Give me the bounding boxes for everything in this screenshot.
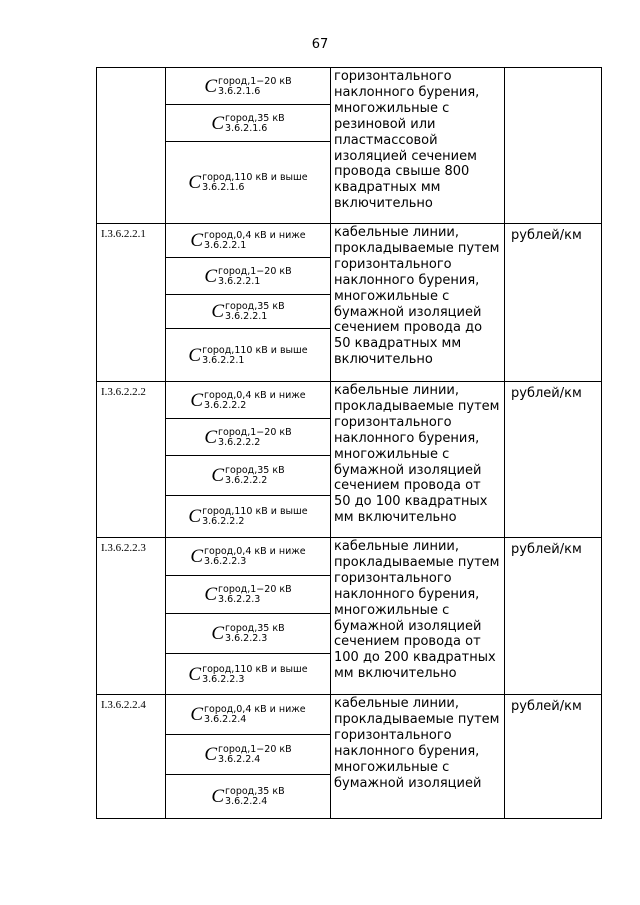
unit-cell: рублей/км [505, 382, 602, 538]
formula-subscript: 3.6.2.2.1 [204, 240, 247, 251]
rate-formula [211, 465, 284, 486]
formula-cell [166, 68, 331, 224]
rate-formula [211, 623, 284, 644]
formula-subscript: 3.6.2.2.2 [225, 475, 268, 486]
formula-scripts [204, 230, 306, 251]
formula-superscript: город,110 кВ и выше [202, 344, 308, 356]
formula-symbol: C [211, 465, 225, 486]
item-code-cell: I.3.6.2.2.4 [97, 695, 166, 819]
formula-subrow [166, 695, 330, 735]
rate-formula [211, 301, 284, 322]
unit-cell: рублей/км [505, 224, 602, 382]
formula-symbol: C [190, 546, 204, 567]
formula-scripts [225, 465, 285, 486]
description-cell: горизонтального наклонного бурения, многожильные с резиновой или пластмассовой изоляцией сечением провода свыше 800 квадратных мм включительно [331, 68, 505, 224]
description-cell: кабельные линии, прокладываемые путем горизонтального наклонного бурения, многожильные с бумажной изоляцией сечением провода от 100 до 200 квадратных мм включительно [331, 538, 505, 695]
formula-symbol: C [211, 301, 225, 322]
formula-superscript: город,1−20 кВ [218, 584, 292, 595]
formula-subrow [166, 142, 330, 223]
formula-scripts [204, 390, 306, 411]
formula-subrow [166, 295, 330, 329]
formula-superscript: город,35 кВ [225, 112, 285, 124]
rate-formula [204, 744, 291, 765]
rate-formula [190, 704, 305, 725]
formula-subscript: 3.6.2.1.6 [218, 85, 261, 97]
formula-cell [166, 382, 331, 538]
formula-subscript: 3.6.2.2.1 [225, 311, 268, 322]
formula-symbol: C [188, 344, 202, 366]
formula-subrow [166, 258, 330, 295]
formula-superscript: город,1−20 кВ [218, 426, 292, 438]
item-code-cell: I.3.6.2.2.2 [97, 382, 166, 538]
formula-symbol: C [190, 389, 204, 411]
formula-subscript: 3.6.2.2.3 [225, 633, 268, 644]
tariff-table-body [97, 68, 602, 819]
item-code-cell: I.3.6.2.2.3 [97, 538, 166, 695]
formula-scripts [225, 113, 285, 134]
formula-superscript: город,0,4 кВ и ниже [204, 230, 306, 241]
formula-superscript: город,1−20 кВ [218, 265, 292, 277]
rate-formula [188, 664, 307, 685]
formula-scripts [204, 546, 306, 567]
formula-scripts [218, 427, 292, 448]
formula-scripts [202, 664, 308, 685]
formula-subscript: 3.6.2.2.3 [218, 594, 261, 605]
description-cell: кабельные линии, прокладываемые путем горизонтального наклонного бурения, многожильные с бумажной изоляцией сечением провода от 50 до 100 квадратных мм включительно [331, 382, 505, 538]
formula-superscript: город,35 кВ [225, 465, 285, 476]
formula-subrow [166, 382, 330, 419]
formula-scripts [202, 172, 308, 193]
formula-superscript: город,0,4 кВ и ниже [204, 704, 306, 715]
formula-symbol: C [204, 75, 218, 97]
formula-scripts [225, 786, 285, 807]
rate-formula [188, 506, 307, 527]
rate-formula [211, 786, 284, 807]
formula-subrow [166, 496, 330, 537]
unit-cell: рублей/км [505, 538, 602, 695]
formula-cell [166, 224, 331, 382]
formula-symbol: C [190, 704, 204, 725]
formula-subscript: 3.6.2.1.6 [225, 122, 268, 134]
formula-symbol: C [188, 663, 202, 685]
tariff-table [96, 67, 602, 819]
formula-superscript: город,1−20 кВ [218, 744, 292, 755]
table-row [97, 382, 602, 538]
rate-formula [190, 230, 305, 251]
item-code-cell [97, 68, 166, 224]
unit-cell [505, 68, 602, 224]
page-number: 67 [311, 37, 329, 52]
formula-subscript: 3.6.2.2.2 [204, 399, 247, 411]
formula-subrow [166, 456, 330, 496]
formula-symbol: C [188, 506, 202, 527]
rate-formula [188, 345, 307, 366]
formula-cell [166, 538, 331, 695]
formula-superscript: город,35 кВ [225, 623, 285, 634]
formula-superscript: город,110 кВ и выше [202, 663, 308, 675]
formula-scripts [218, 584, 292, 605]
formula-subrow [166, 538, 330, 576]
formula-subrow [166, 654, 330, 694]
formula-subscript: 3.6.2.2.4 [218, 754, 261, 765]
item-code-cell: I.3.6.2.2.1 [97, 224, 166, 382]
formula-symbol: C [211, 112, 225, 134]
formula-subscript: 3.6.2.2.2 [218, 436, 261, 448]
formula-superscript: город,35 кВ [225, 301, 285, 312]
formula-subrow [166, 329, 330, 381]
formula-symbol: C [211, 786, 225, 807]
formula-subscript: 3.6.2.2.1 [218, 275, 261, 287]
rate-formula [204, 427, 291, 448]
rate-formula [204, 266, 291, 287]
formula-subrow [166, 576, 330, 614]
formula-subrow [166, 775, 330, 818]
formula-subscript: 3.6.2.2.3 [202, 673, 245, 685]
description-cell: кабельные линии, прокладываемые путем горизонтального наклонного бурения, многожильные с бумажной изоляцией [331, 695, 505, 819]
formula-symbol: C [204, 265, 218, 287]
table-row [97, 224, 602, 382]
formula-subscript: 3.6.2.2.2 [202, 516, 245, 527]
formula-symbol: C [190, 230, 204, 251]
description-cell: кабельные линии, прокладываемые путем горизонтального наклонного бурения, многожильные с бумажной изоляцией сечением провода до 50 квадратных мм включительно [331, 224, 505, 382]
formula-subrow [166, 614, 330, 654]
formula-superscript: город,0,4 кВ и ниже [204, 389, 306, 401]
formula-scripts [225, 623, 285, 644]
formula-symbol: C [188, 172, 202, 193]
formula-subscript: 3.6.2.2.3 [204, 556, 247, 567]
formula-subscript: 3.6.2.2.4 [204, 714, 247, 725]
formula-superscript: город,0,4 кВ и ниже [204, 546, 306, 557]
formula-superscript: город,110 кВ и выше [202, 172, 308, 183]
formula-subrow [166, 224, 330, 258]
formula-scripts [218, 744, 292, 765]
formula-symbol: C [204, 584, 218, 605]
formula-cell [166, 695, 331, 819]
formula-scripts [225, 301, 285, 322]
formula-scripts [204, 704, 306, 725]
formula-subscript: 3.6.2.2.1 [202, 354, 245, 366]
formula-subrow [166, 419, 330, 456]
table-row [97, 68, 602, 224]
rate-formula [204, 584, 291, 605]
formula-subscript: 3.6.2.2.4 [225, 796, 268, 807]
table-row [97, 695, 602, 819]
formula-superscript: город,110 кВ и выше [202, 506, 308, 517]
formula-superscript: город,1−20 кВ [218, 75, 292, 87]
formula-superscript: город,35 кВ [225, 786, 285, 797]
formula-scripts [202, 345, 308, 366]
formula-scripts [218, 76, 292, 97]
rate-formula [188, 172, 307, 193]
unit-cell: рублей/км [505, 695, 602, 819]
formula-scripts [218, 266, 292, 287]
rate-formula [190, 546, 305, 567]
formula-symbol: C [204, 426, 218, 448]
rate-formula [204, 76, 291, 97]
rate-formula [211, 113, 284, 134]
formula-symbol: C [211, 623, 225, 644]
formula-subscript: 3.6.2.1.6 [202, 182, 245, 193]
formula-scripts [202, 506, 308, 527]
formula-subrow [166, 105, 330, 142]
formula-subrow [166, 735, 330, 775]
rate-formula [190, 390, 305, 411]
table-row [97, 538, 602, 695]
formula-subrow [166, 68, 330, 105]
formula-symbol: C [204, 744, 218, 765]
